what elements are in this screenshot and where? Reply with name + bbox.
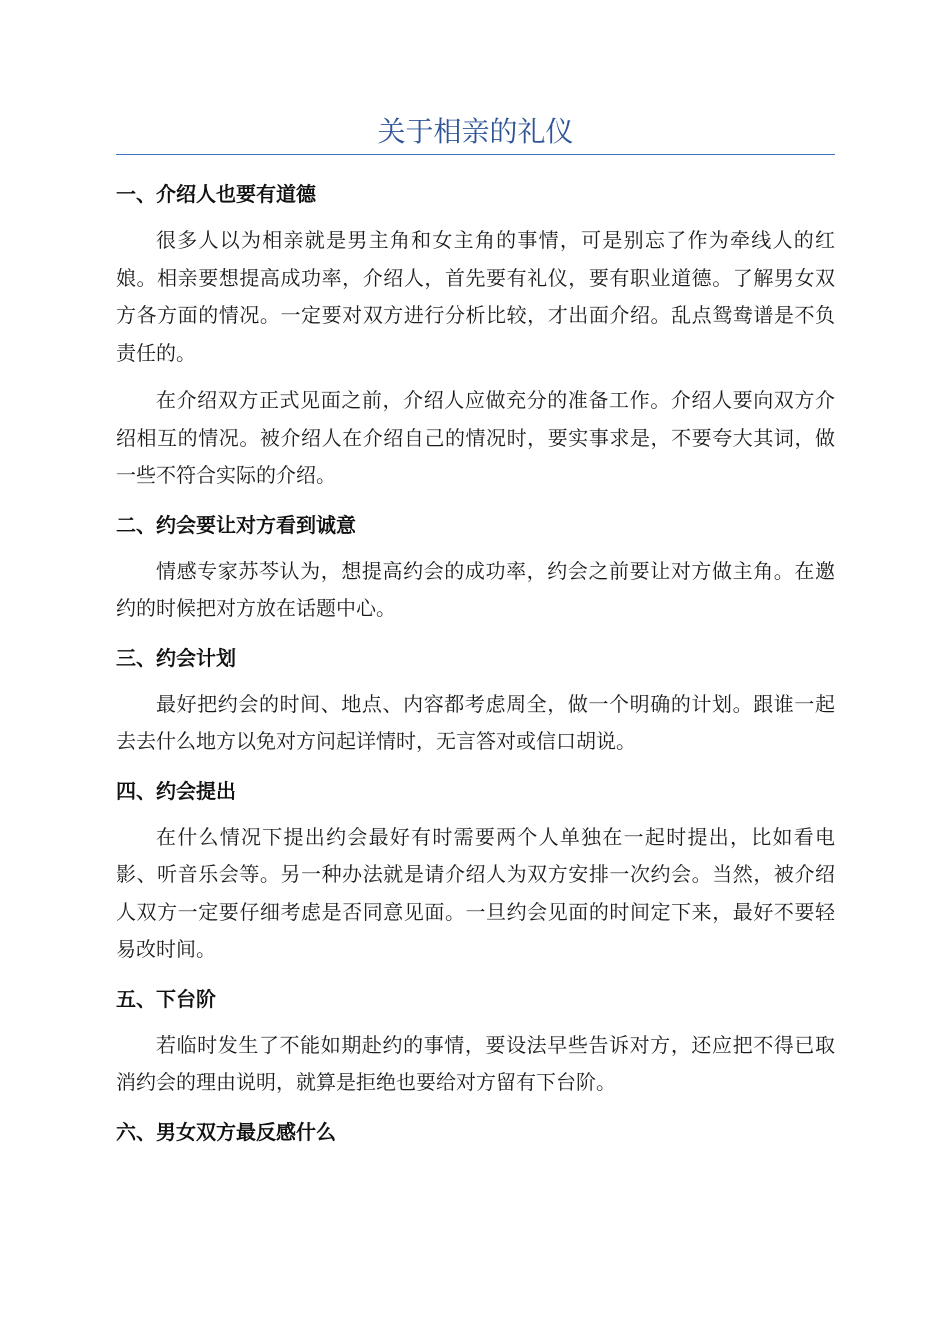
section-heading: 一、介绍人也要有道德 (116, 182, 316, 206)
paragraph: 若临时发生了不能如期赴约的事情，要设法早些告诉对方，还应把不得已取消约会的理由说明，就算是拒绝也要给对方留有下台阶。 (116, 1032, 835, 1094)
section-heading: 二、约会要让对方看到诚意 (116, 512, 356, 537)
document-body (116, 174, 835, 1160)
paragraph: 情感专家苏芩认为，想提高约会的成功率，约会之前要让对方做主角。在邀约的时候把对方放在话题中心。 (116, 558, 835, 620)
document-title: 关于相亲的礼仪 (377, 115, 574, 148)
section-2 (116, 505, 835, 628)
title-underline (116, 154, 835, 155)
section-heading: 六、男女双方最反感什么 (116, 1119, 336, 1144)
section-5 (116, 979, 835, 1102)
paragraph: 很多人以为相亲就是男主角和女主角的事情，可是别忘了作为牵线人的红娘。相亲要想提高成功率，介绍人，首先要有礼仪，要有职业道德。了解男女双方各方面的情况。一定要对双方进行分析比较，才出面介绍。乱点鸳鸯谱是不负责任的。 (116, 228, 835, 365)
section-heading: 四、约会提出 (116, 778, 236, 803)
paragraph: 最好把约会的时间、地点、内容都考虑周全，做一个明确的计划。跟谁一起去去什么地方以免对方问起详情时，无言答对或信口胡说。 (116, 691, 835, 753)
section-3 (116, 638, 835, 761)
paragraph: 在什么情况下提出约会最好有时需要两个人单独在一起时提出，比如看电影、听音乐会等。另一种办法就是请介绍人为双方安排一次约会。当然，被介绍人双方一定要仔细考虑是否同意见面。一旦约会见面的时间定下来，最好不要轻易改时间。 (116, 824, 835, 961)
section-6 (116, 1112, 835, 1152)
paragraph: 在介绍双方正式见面之前，介绍人应做充分的准备工作。介绍人要向双方介绍相互的情况。被介绍人在介绍自己的情况时，要实事求是，不要夸大其词，做一些不符合实际的介绍。 (116, 388, 835, 487)
section-4 (116, 771, 835, 969)
section-heading: 五、下台阶 (116, 986, 216, 1011)
section-1 (116, 174, 835, 495)
section-heading: 三、约会计划 (116, 645, 236, 670)
